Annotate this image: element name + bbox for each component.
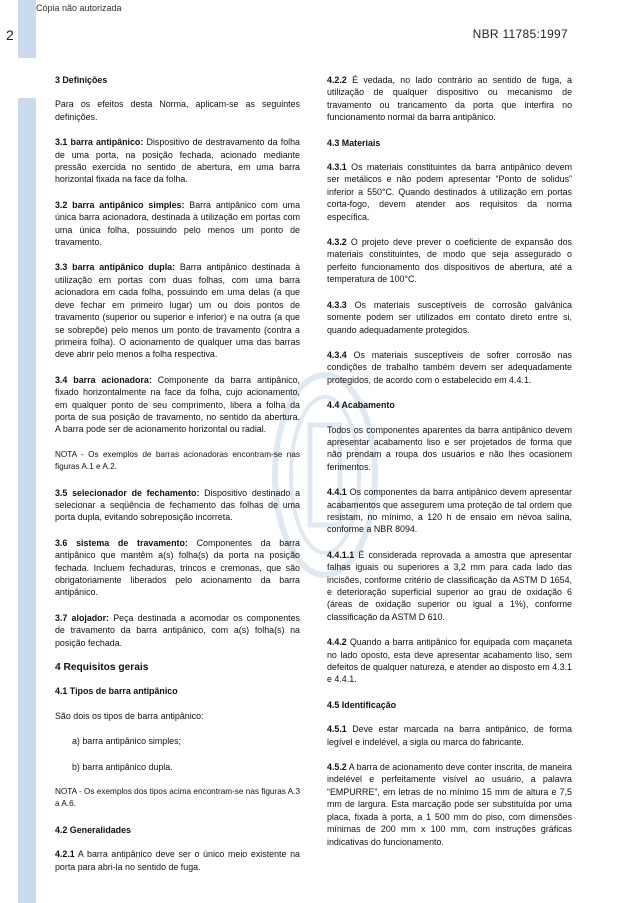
clause-text: O projeto deve prever o coeficiente de expansão dos materiais constituintes, de modo que seja assegurado o perfeito funcionamento dos dispositivos de abertura, até a temperatura de 100°C. <box>327 237 572 285</box>
clause-paragraph <box>55 374 300 436</box>
clause-text: A barra de acionamento deve conter inscrita, de maneira indelével e perfeitamente visível ao usuário, a palavra “EMPURRE”, em letras de no mínimo 15 mm de altura e 7,5 mm de largura. Esta marcação pode ser substituída por uma placa, fixada à porta, a 1 500 mm do piso, com dimensões mínimas de 200 mm x 100 mm, com instruções gráficas indicativas do funcionamento. <box>327 762 572 847</box>
clause-number: 4.5.1 <box>327 724 347 735</box>
page-number: 2 <box>6 27 14 43</box>
clause-text: Componentes da barra antipânico que mantêm a(s) folha(s) da porta na posição fechada. Incluem fechaduras, trincos e cremonas, que são obrigatoriamente liberados pelo acionamento da barra antipânico. <box>55 537 300 598</box>
clause-text: É vedada, no lado contrário ao sentido de fuga, a utilização de qualquer dispositivo ou mecanismo de travamento ou trancamento da porta que interfira no funcionamento normal da barra antipânico. <box>327 75 572 123</box>
clause-text: Dispositivo destinado a selecionar a seqüência de fechamento das folhas de uma porta dupla, evitando sobreposição incorreta. <box>55 487 300 523</box>
clause-paragraph <box>327 636 572 686</box>
clause-paragraph <box>327 486 572 536</box>
clause-text: Os materiais constituintes da barra antipânico devem ser metálicos e não podem apresentar “Ponto de solidus” inferior a 550°C. Quando destinados à utilização em portas corta-fogo, devem atender aos requisitos da norma específica. <box>327 162 572 222</box>
clause-paragraph <box>55 199 300 249</box>
clause-text: Deve estar marcada na barra antipânico, de forma legível e indelével, a sigla ou marca do fabricante. <box>327 724 572 747</box>
left-column <box>55 74 300 886</box>
clause-number: 4.2.1 <box>55 849 75 860</box>
section-heading: 4.5 Identificação <box>327 699 397 710</box>
clause-text: Peça destinada a acomodar os componentes de travamento da barra antipânico, com a(s) folha(s) na posição fechada. <box>55 612 300 648</box>
body-paragraph: São dois os tipos de barra antipânico: <box>55 710 204 721</box>
clause-number: 4.4.1 <box>327 487 347 498</box>
clause-number: 4.5.2 <box>327 762 347 773</box>
clause-text: Os materiais susceptíveis de sofrer corrosão nas condições de trabalho também devem ser adequadamente protegidos, de acordo com o estabelecido em 4.4.1. <box>327 349 572 385</box>
clause-paragraph <box>327 236 572 286</box>
clause-text: Os componentes da barra antipânico devem apresentar acabamentos que assegurem uma proteção de tal ordem que resistam, no mínimo, a 120 h de ensaio em névoa salina, conforme a NBR 8094. <box>327 487 572 535</box>
clause-text: Quando a barra antipânico for equipada com maçaneta no lado oposto, esta deve apresentar acabamento liso, sem defeitos de qualquer natureza, e atender ao disposto em 4.3.1 e 4.4.1. <box>327 637 572 685</box>
body-paragraph: Todos os componentes aparentes da barra antipânico devem apresentar acabamento liso e ser projetados de forma que não prendam a roupa dos usuários e não lhes ocasionem ferimentos. <box>327 424 572 472</box>
clause-text: Componente da barra antipânico, fixado horizontalmente na face da folha, cujo acionamento, em qualquer ponto de seu comprimento, libera a folha da porta de sua posição de travamento, no sentido da abertura. A barra pode ser de acionamento horizontal ou radial. <box>55 374 300 435</box>
clause-paragraph <box>327 723 572 748</box>
section-heading: 4.1 Tipos de barra antipânico <box>55 686 178 697</box>
section-heading: 4.2 Generalidades <box>55 824 131 835</box>
clause-number: 4.2.2 <box>327 75 347 85</box>
clause-paragraph <box>55 261 300 360</box>
right-column <box>327 74 572 861</box>
clause-text: Barra antipânico destinada à utilização em portas com duas folhas, com uma barra acionadora em cada folha, possuindo em uma delas (a que deve fechar em primeiro lugar) um ou dois pontos de travamento (superior ou superior e inferior) e na outra (a que se sobrepõe) pelo menos um ponto de travamento (contra a primeira folha). O acionamento de qualquer uma das barras deve abrir pelo menos a folha respectiva. <box>55 262 301 360</box>
clause-paragraph <box>327 161 572 223</box>
clause-paragraph <box>55 537 300 599</box>
clause-text: A barra antipânico deve ser o único meio existente na porta para abri-la no sentido de fuga. <box>55 849 300 872</box>
list-item: a) barra antipânico simples; <box>72 736 182 747</box>
body-paragraph: Para os efeitos desta Norma, aplicam-se as seguintes definições. <box>55 99 300 122</box>
clause-paragraph <box>327 349 572 386</box>
section-heading: 4.4 Acabamento <box>327 400 395 411</box>
clause-paragraph <box>55 612 300 649</box>
copy-notice: Cópia não autorizada <box>36 3 122 13</box>
clause-text: Os materiais susceptíveis de corrosão galvânica somente podem ser utilizados em contato direto entre si, quando adequadamente protegidos. <box>327 299 572 335</box>
clause-number: 3.2 barra antipânico simples: <box>55 199 185 210</box>
clause-paragraph <box>327 299 572 336</box>
side-stripe-top <box>18 0 36 58</box>
clause-number: 4.3.4 <box>327 349 347 360</box>
note-paragraph: NOTA - Os exemplos dos tipos acima encontram-se nas figuras A.3 a A.6. <box>55 787 300 809</box>
clause-text: É considerada reprovada a amostra que apresentar falhas iguais ou superiores a 3,2 mm para cada lado das incisões, conforme critério de classificação da ASTM D 1654, e deterioração superficial superior ao grau de oxidação 6 (áreas de oxidação superior ou igual a 1%), conforme classificação da ASTM D 610. <box>327 549 572 622</box>
clause-number: 3.3 barra antipânico dupla: <box>55 262 176 273</box>
section-heading: 4.3 Materiais <box>327 137 381 148</box>
clause-paragraph <box>55 848 300 873</box>
clause-paragraph <box>55 136 300 186</box>
clause-number: 4.4.2 <box>327 637 347 648</box>
clause-number: 3.4 barra acionadora: <box>55 374 152 385</box>
clause-paragraph <box>327 761 572 848</box>
clause-number: 4.4.1.1 <box>327 549 355 560</box>
clause-text: Dispositivo de destravamento da folha de uma porta, na posição fechada, acionado mediante pressão exercida no sentido de abertura, em uma barra horizontal fixada na face da folha. <box>55 137 300 185</box>
clause-number: 3.1 barra antipânico: <box>55 137 144 148</box>
list-item: b) barra antipânico dupla. <box>72 761 173 772</box>
clause-paragraph <box>55 487 300 524</box>
section-heading: 3 Definições <box>55 75 108 85</box>
clause-number: 3.6 sistema de travamento: <box>55 537 188 548</box>
note-paragraph: NOTA - Os exemplos de barras acionadoras encontram-se nas figuras A.1 e A.2. <box>55 449 300 472</box>
clause-text: Barra antipânico com uma única barra acionadora, destinada à utilização em portas com uma única folha, possuindo pelo menos um ponto de travamento. <box>55 199 301 248</box>
clause-paragraph <box>327 74 572 124</box>
clause-number: 3.5 selecionador de fechamento: <box>55 487 200 498</box>
clause-paragraph <box>327 549 572 623</box>
clause-number: 4.3.2 <box>327 237 347 248</box>
clause-number: 4.3.3 <box>327 299 347 310</box>
clause-number: 4.3.1 <box>327 162 347 173</box>
standard-code: NBR 11785:1997 <box>472 27 568 41</box>
clause-number: 3.7 alojador: <box>55 612 110 623</box>
side-stripe-bottom <box>18 98 36 903</box>
section-heading: 4 Requisitos gerais <box>55 662 149 674</box>
